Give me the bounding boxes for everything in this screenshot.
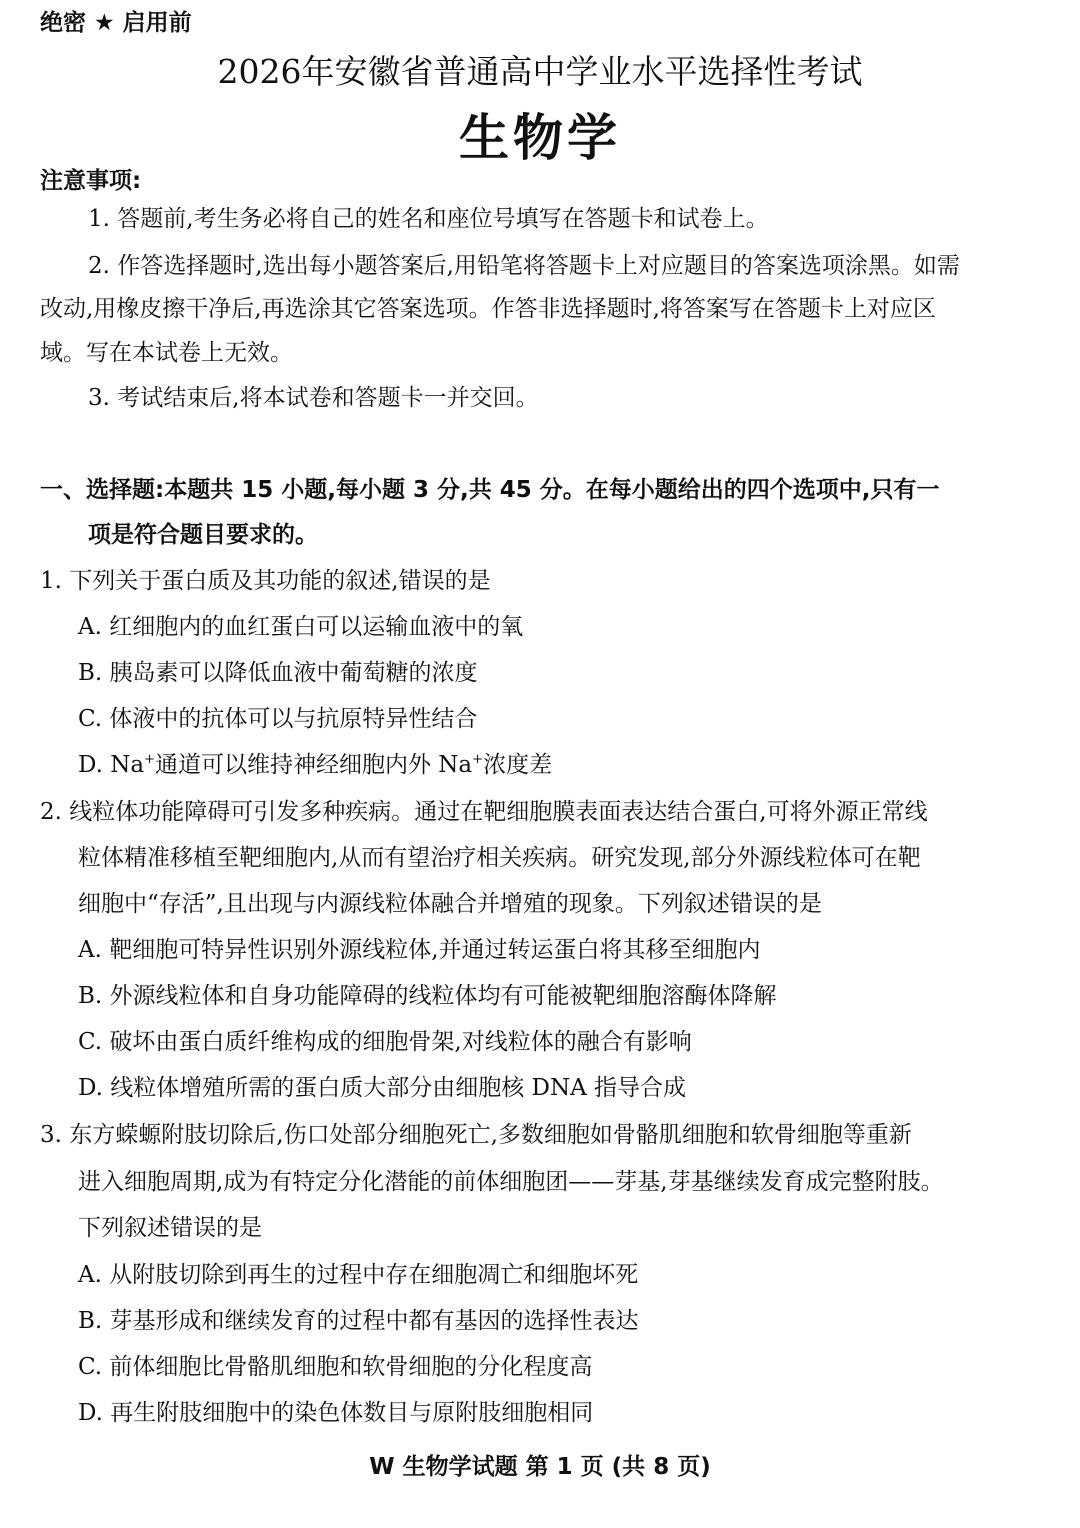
option-d-text-2: 通道可以维持神经细胞内外 Na [155, 752, 473, 778]
section-heading-line-2: 项是符合题目要求的。 [88, 522, 318, 548]
question-2-option-b: B. 外源线粒体和自身功能障碍的线粒体均有可能被靶细胞溶酶体降解 [78, 983, 777, 1009]
question-3-stem-line-1: 3. 东方蝾螈附肢切除后,伤口处部分细胞死亡,多数细胞如骨骼肌细胞和软骨细胞等重新 [40, 1122, 912, 1148]
question-2-option-d: D. 线粒体增殖所需的蛋白质大部分由细胞核 DNA 指导合成 [78, 1075, 687, 1101]
question-1-option-c: C. 体液中的抗体可以与抗原特异性结合 [78, 706, 478, 732]
question-2-stem-line-1: 2. 线粒体功能障碍可引发多种疾病。通过在靶细胞膜表面表达结合蛋白,可将外源正常线 [40, 799, 928, 825]
superscript-plus-1: + [144, 752, 155, 767]
question-2-stem-line-3: 细胞中“存活”,且出现与内源线粒体融合并增殖的现象。下列叙述错误的是 [78, 891, 822, 917]
note-1: 1. 答题前,考生务必将自己的姓名和座位号填写在答题卡和试卷上。 [88, 206, 769, 232]
note-2-line-2: 改动,用橡皮擦干净后,再选涂其它答案选项。作答非选择题时,将答案写在答题卡上对应区 [40, 296, 936, 322]
question-3-option-c: C. 前体细胞比骨骼肌细胞和软骨细胞的分化程度高 [78, 1354, 593, 1380]
subject-title: 生物学 [459, 108, 621, 167]
note-2-line-3: 域。写在本试卷上无效。 [40, 340, 293, 366]
question-1-option-b: B. 胰岛素可以降低血液中葡萄糖的浓度 [78, 660, 478, 686]
question-3-option-b: B. 芽基形成和继续发育的过程中都有基因的选择性表达 [78, 1308, 639, 1334]
question-1-option-a: A. 红细胞内的血红蛋白可以运输血液中的氧 [78, 614, 524, 640]
question-2-option-a: A. 靶细胞可特异性识别外源线粒体,并通过转运蛋白将其移至细胞内 [78, 937, 761, 963]
question-1-stem: 1. 下列关于蛋白质及其功能的叙述,错误的是 [40, 568, 491, 594]
question-2-stem-line-2: 粒体精准移植至靶细胞内,从而有望治疗相关疾病。研究发现,部分外源线粒体可在靶 [78, 845, 921, 871]
superscript-plus-2: + [472, 752, 484, 767]
question-1-option-d [78, 754, 552, 777]
note-3: 3. 考试结束后,将本试卷和答题卡一并交回。 [88, 385, 539, 411]
question-3-stem-line-3: 下列叙述错误的是 [78, 1215, 262, 1241]
question-2-option-c: C. 破坏由蛋白质纤维构成的细胞骨架,对线粒体的融合有影响 [78, 1029, 692, 1055]
section-heading-line-1: 一、选择题:本题共 15 小题,每小题 3 分,共 45 分。在每小题给出的四个选项中,只有一 [40, 477, 940, 503]
question-3-stem-line-2: 进入细胞周期,成为有特定分化潜能的前体细胞团——芽基,芽基继续发育成完整附肢。 [78, 1169, 944, 1195]
question-3-option-d: D. 再生附肢细胞中的染色体数目与原附肢细胞相同 [78, 1400, 594, 1426]
note-2-line-1: 2. 作答选择题时,选出每小题答案后,用铅笔将答题卡上对应题目的答案选项涂黑。如需 [88, 253, 960, 279]
option-d-text-1: D. Na [78, 752, 145, 778]
question-3-option-a: A. 从附肢切除到再生的过程中存在细胞凋亡和细胞坏死 [78, 1262, 639, 1288]
option-d-text-3: 浓度差 [483, 752, 553, 778]
page-footer: W 生物学试题 第 1 页 (共 8 页) [369, 1454, 711, 1480]
notes-heading: 注意事项: [40, 168, 142, 194]
exam-title: 2026年安徽省普通高中学业水平选择性考试 [217, 52, 863, 91]
confidential-mark: 绝密 ★ 启用前 [40, 10, 192, 36]
